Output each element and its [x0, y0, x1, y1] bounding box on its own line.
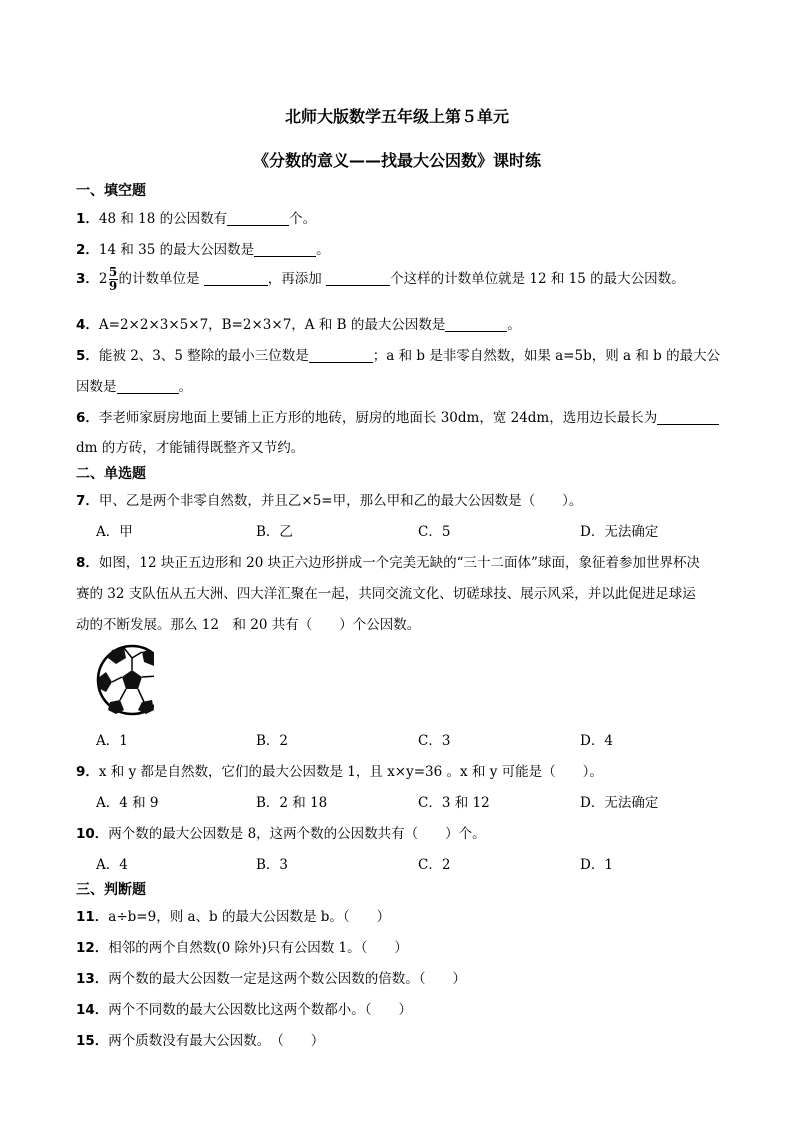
question-number: 2． — [76, 242, 99, 258]
question-5 — [76, 344, 720, 364]
question-number: 10． — [76, 826, 109, 842]
question-text: A=2×2×3×5×7，B=2×3×7，A 和 B 的最大公因数是 — [98, 317, 446, 333]
question-6 — [76, 406, 719, 426]
option-a[interactable]: A．4 — [96, 857, 128, 873]
question-text: 两个不同数的最大公因数比这两个数都小。（ ） — [108, 1002, 413, 1018]
answer-blank[interactable] — [204, 271, 268, 286]
question-text: x 和 y 都是自然数，它们的最大公因数是 1，且 x×y=36 。x 和 y 可能是（ ）。 — [98, 764, 603, 780]
answer-blank[interactable] — [657, 410, 719, 425]
question-text: 个。 — [289, 211, 317, 227]
question-number: 14． — [76, 1002, 109, 1018]
title-line-1: 北师大版数学五年级上第５单元 — [284, 107, 509, 126]
option-c[interactable]: C．3 和 12 — [418, 795, 490, 811]
question-9 — [76, 760, 603, 780]
question-number: 4． — [76, 317, 99, 333]
answer-blank[interactable] — [326, 271, 390, 286]
question-6-cont — [76, 436, 304, 456]
question-text: 能被 2、3、5 整除的最小三位数是 — [98, 348, 309, 364]
question-number: 15． — [76, 1033, 109, 1049]
question-number: 11． — [76, 909, 109, 925]
answer-blank[interactable] — [117, 379, 179, 394]
soccer-ball-graphic — [96, 644, 154, 716]
question-text: 李老师家厨房地面上要铺上正方形的地砖，厨房的地面长 30dm，宽 24dm，选用边长最长为 — [98, 410, 658, 426]
question-text: 个这样的计数单位就是 12 和 15 的最大公因数。 — [390, 271, 685, 287]
option-d[interactable]: D．无法确定 — [580, 795, 659, 811]
question-8-cont-2: 动的不断发展。那么 12 和 20 共有（ ）个公因数。 — [76, 617, 421, 633]
question-text: 甲、乙是两个非零自然数，并且乙×5=甲，那么甲和乙的最大公因数是（ ）。 — [98, 493, 583, 509]
fraction-denominator: 9 — [108, 279, 118, 293]
question-number: 8． — [76, 555, 99, 571]
option-b[interactable]: B．2 和 18 — [256, 795, 328, 811]
question-number: 13． — [76, 971, 109, 987]
question-8-cont-1: 赛的 32 支队伍从五大洲、四大洋汇聚在一起，共同交流文化、切磋球技、展示风采，并以此促进足球运 — [76, 586, 696, 602]
option-b[interactable]: B．2 — [256, 733, 289, 749]
question-number: 9． — [76, 764, 99, 780]
question-number: 7． — [76, 493, 99, 509]
question-text: 。 — [507, 317, 521, 333]
title-line-2: 《分数的意义——找最大公因数》课时练 — [252, 151, 541, 170]
option-b[interactable]: B．3 — [256, 857, 289, 873]
question-text: 。 — [178, 379, 192, 395]
question-number: 3． — [76, 271, 99, 287]
question-13 — [76, 967, 466, 987]
option-c[interactable]: C．3 — [418, 733, 451, 749]
option-c[interactable]: C．2 — [418, 857, 451, 873]
question-5-cont — [76, 375, 192, 395]
fraction — [109, 266, 118, 293]
question-14 — [76, 998, 412, 1018]
question-text: 因数是 — [76, 379, 117, 395]
section-true-false: 三、判断题 — [76, 882, 146, 898]
answer-blank[interactable] — [227, 211, 289, 226]
question-text: 两个数的最大公因数是 8，这两个数的公因数共有（ ）个。 — [108, 826, 486, 842]
question-number: 5． — [76, 348, 99, 364]
option-c[interactable]: C．5 — [418, 524, 451, 540]
option-d[interactable]: D．无法确定 — [580, 524, 659, 540]
option-d[interactable]: D．4 — [580, 733, 613, 749]
question-2 — [76, 238, 330, 258]
soccer-ball-icon — [96, 644, 154, 716]
mixed-whole: 2 — [98, 271, 108, 287]
question-15 — [76, 1029, 324, 1049]
fraction-numerator: 5 — [108, 265, 118, 279]
question-text: 的计数单位是 — [118, 271, 204, 287]
question-text: 48 和 18 的公因数有 — [98, 211, 228, 227]
question-text: dm 的方砖，才能铺得既整齐又节约。 — [76, 440, 305, 456]
option-b[interactable]: B．乙 — [256, 524, 293, 540]
option-d[interactable]: D．1 — [580, 857, 613, 873]
question-10 — [76, 822, 486, 842]
question-8 — [76, 551, 700, 571]
section-fill-blank: 一、填空题 — [76, 183, 146, 199]
question-number: 12． — [76, 940, 109, 956]
question-text: ，再添加 — [267, 271, 327, 287]
question-12 — [76, 936, 408, 956]
answer-blank[interactable] — [309, 348, 373, 363]
option-a[interactable]: A．甲 — [96, 524, 133, 540]
question-number: 6． — [76, 410, 99, 426]
section-single-choice: 二、单选题 — [76, 466, 146, 482]
question-text: 两个质数没有最大公因数。 （ ） — [108, 1033, 325, 1049]
question-text: 相邻的两个自然数(0 除外)只有公因数 1。（ ） — [108, 940, 408, 956]
question-3 — [76, 266, 685, 293]
question-text: 两个数的最大公因数一定是这两个数公因数的倍数。（ ） — [108, 971, 467, 987]
question-text: 。 — [316, 242, 330, 258]
question-text: 如图，12 块正五边形和 20 块正六边形拼成一个完美无缺的“三十二面体”球面，象征着参加世界杯决 — [98, 555, 700, 571]
question-11 — [76, 905, 390, 925]
question-text: ；a 和 b 是非零自然数，如果 a=5b，则 a 和 b 的最大公 — [372, 348, 721, 364]
option-a[interactable]: A．4 和 9 — [96, 795, 159, 811]
question-4 — [76, 313, 521, 333]
question-7 — [76, 489, 582, 509]
option-a[interactable]: A．1 — [96, 733, 128, 749]
question-1 — [76, 207, 316, 227]
question-text: 14 和 35 的最大公因数是 — [98, 242, 255, 258]
question-number: 1． — [76, 211, 99, 227]
answer-blank[interactable] — [445, 317, 507, 332]
question-text: a÷b=9，则 a、b 的最大公因数是 b。（ ） — [108, 909, 391, 925]
answer-blank[interactable] — [254, 242, 316, 257]
